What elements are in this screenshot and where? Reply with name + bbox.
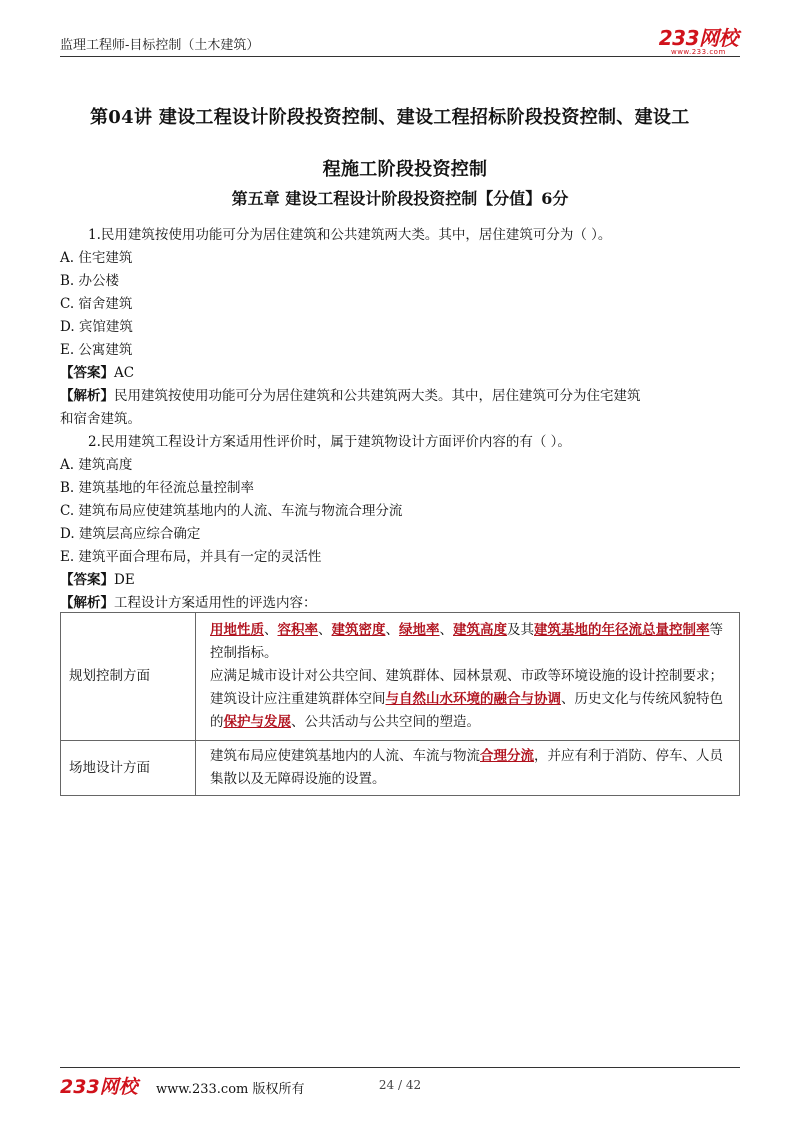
logo-text: 233网校 <box>658 26 738 50</box>
text: 、历史文化与传统风貌特色的 <box>210 691 723 730</box>
separator: 、 <box>318 622 332 638</box>
lecture-title-line2: 程施工阶段投资控制 <box>322 159 488 180</box>
q1-answer <box>60 362 736 385</box>
row-content-site <box>196 741 740 796</box>
q2-option-e: E. 建筑平面合理布局，并具有一定的灵活性 <box>60 549 322 565</box>
row-label-site: 场地设计方面 <box>61 741 196 796</box>
q2-option-a: A. 建筑高度 <box>60 457 133 473</box>
answer-label: 【答案】 <box>60 572 114 588</box>
logo-url: www.233.com <box>670 48 726 56</box>
analysis-text: 民用建筑按使用功能可分为居住建筑和公共建筑两大类。其中，居住建筑可分为住宅建筑 <box>114 388 641 404</box>
highlight: 保护与发展 <box>223 714 291 730</box>
text: 及其 <box>507 622 534 638</box>
text: 、公共活动与公共空间的塑造。 <box>291 714 480 730</box>
q1-analysis <box>60 385 736 408</box>
question-1: 1.民用建筑按使用功能可分为居住建筑和公共建筑两大类。其中，居住建筑可分为（ ）。 <box>88 227 612 243</box>
text: 等控制指标。 <box>210 622 723 661</box>
evaluation-table <box>60 612 740 796</box>
page-footer <box>60 1070 740 1100</box>
lecture-title-line1: 第04讲 建设工程设计阶段投资控制、建设工程招标阶段投资控制、建设工 <box>90 107 690 128</box>
separator: 、 <box>385 622 399 638</box>
planning-paragraph-3 <box>210 688 733 734</box>
header-title: 监理工程师-目标控制（土木建筑） <box>60 38 260 53</box>
q2-answer <box>60 569 736 592</box>
highlight: 建筑密度 <box>331 622 386 638</box>
footer-divider <box>60 1067 740 1068</box>
footer-logo: 233网校 <box>60 1076 138 1098</box>
text: ，并应有利于消防、停车、人员集散以及无障碍设施的设置。 <box>210 748 723 787</box>
text: 建筑布局应使建筑基地内的人流、车流与物流 <box>210 748 480 764</box>
table-row <box>61 741 740 796</box>
answer-value: AC <box>114 365 135 381</box>
highlight: 容积率 <box>277 622 318 638</box>
brand-logo <box>659 28 738 56</box>
question-2: 2.民用建筑工程设计方案适用性评价时，属于建筑物设计方面评价内容的有（ ）。 <box>88 434 571 450</box>
analysis-text: 工程设计方案适用性的评选内容： <box>114 595 317 611</box>
q1-analysis-cont: 和宿舍建筑。 <box>60 411 141 427</box>
page-number: 24 / 42 <box>378 1078 422 1092</box>
lecture-title <box>90 92 750 196</box>
analysis-label: 【解析】 <box>60 595 114 611</box>
answer-value: DE <box>114 572 135 588</box>
separator: 、 <box>264 622 278 638</box>
q1-option-a: A. 住宅建筑 <box>60 250 133 266</box>
q2-option-b: B. 建筑基地的年径流总量控制率 <box>60 480 255 496</box>
highlight: 建筑基地的年径流总量控制率 <box>534 622 710 638</box>
row-label-planning: 规划控制方面 <box>61 613 196 741</box>
q1-option-c: C. 宿舍建筑 <box>60 296 133 312</box>
highlight: 用地性质 <box>210 622 264 638</box>
analysis-label: 【解析】 <box>60 388 114 404</box>
text: 建筑设计应注重建筑群体空间 <box>210 691 386 707</box>
highlight: 合理分流 <box>480 748 534 764</box>
highlight: 绿地率 <box>399 622 440 638</box>
table-row <box>61 613 740 741</box>
chapter-title: 第五章 建设工程设计阶段投资控制【分值】6分 <box>231 189 569 208</box>
separator: 、 <box>439 622 453 638</box>
q2-option-d: D. 建筑层高应综合确定 <box>60 526 201 542</box>
page-header <box>60 28 740 57</box>
q1-option-d: D. 宾馆建筑 <box>60 319 133 335</box>
question-content <box>60 224 736 615</box>
row-content-planning <box>196 613 740 741</box>
q1-option-b: B. 办公楼 <box>60 273 120 289</box>
planning-paragraph-2: 应满足城市设计对公共空间、建筑群体、园林景观、市政等环境设施的设计控制要求； <box>210 668 723 684</box>
answer-label: 【答案】 <box>60 365 114 381</box>
planning-paragraph-1 <box>210 619 733 665</box>
highlight: 建筑高度 <box>453 622 507 638</box>
q2-option-c: C. 建筑布局应使建筑基地内的人流、车流与物流合理分流 <box>60 503 403 519</box>
q1-option-e: E. 公寓建筑 <box>60 342 133 358</box>
highlight: 与自然山水环境的融合与协调 <box>385 691 561 707</box>
footer-copyright: www.233.com 版权所有 <box>156 1082 305 1097</box>
